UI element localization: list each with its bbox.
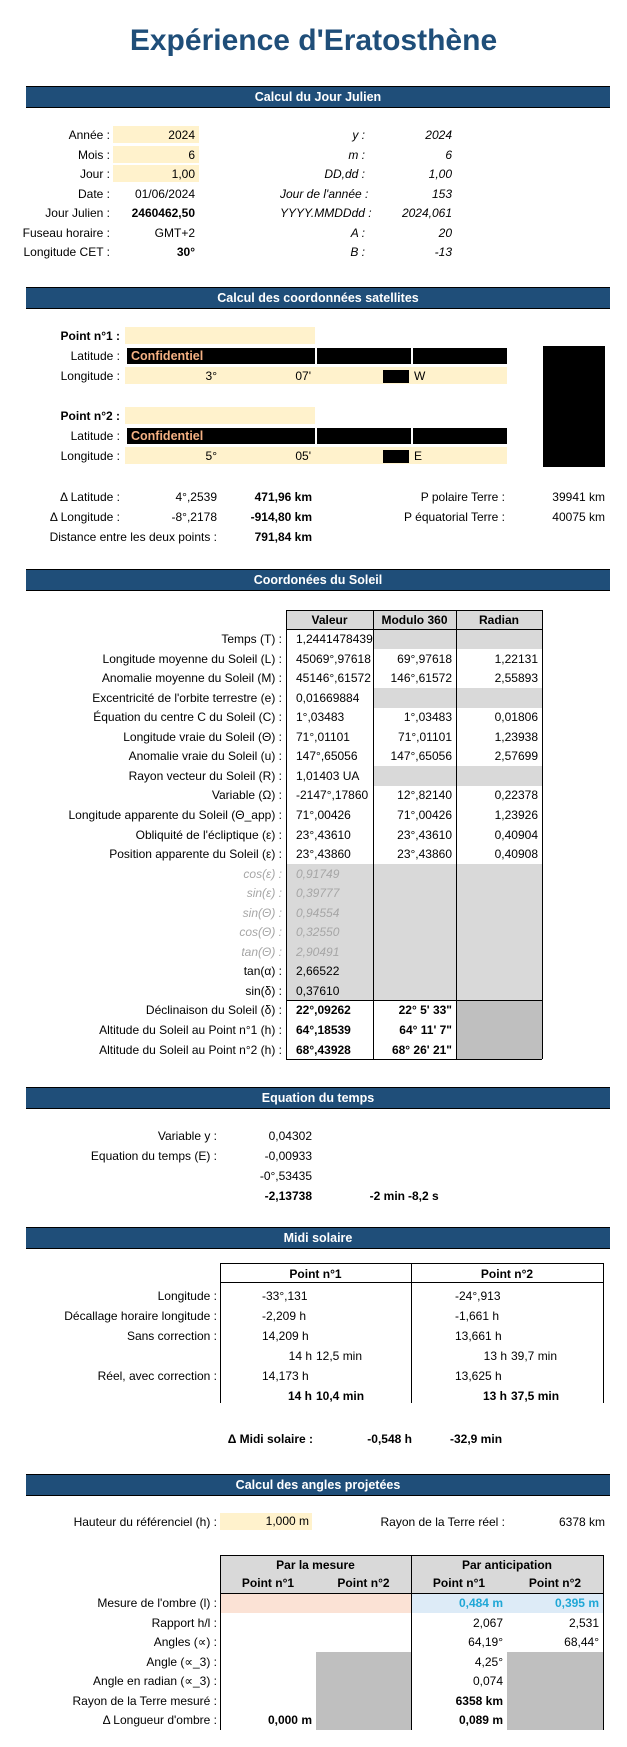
angles-border xyxy=(603,1555,604,1730)
sun-row-label: Position apparente du Soleil (ε) : xyxy=(109,847,282,862)
julian-value: GMT+2 xyxy=(154,225,195,240)
angles-value: 68,44° xyxy=(564,1635,599,1649)
noon-sans1: 14,209 h xyxy=(262,1329,309,1343)
point1-lat-label: Latitude : xyxy=(70,349,120,363)
pequatorial-value: 40075 km xyxy=(552,510,605,524)
distance-label: Distance entre les deux points : xyxy=(49,530,217,544)
eqtime-eq-value: -0,00933 xyxy=(264,1149,312,1163)
sun-row-label: Longitude apparente du Soleil (Θ_app) : xyxy=(68,807,282,822)
noon-sans2-h: 13 h xyxy=(483,1349,507,1363)
julian-calc-label: m : xyxy=(348,147,365,162)
dlon-km: -914,80 km xyxy=(250,510,312,524)
sun-row-label: sin(δ) : xyxy=(245,983,282,998)
sun-row-label: Obliquité de l'écliptique (ε) : xyxy=(135,827,282,842)
sun-radian: 2,55893 xyxy=(494,671,538,686)
redacted-block xyxy=(317,348,411,364)
angles-gray-block xyxy=(507,1652,603,1730)
julian-calc-value: -13 xyxy=(434,245,452,259)
julian-calc-value: 20 xyxy=(438,225,452,240)
sun-cell-gray xyxy=(456,961,542,981)
sun-value: 71°,01101 xyxy=(296,729,350,744)
sun-border xyxy=(286,1059,542,1060)
noon-delta-label: Δ Midi solaire : xyxy=(227,1432,313,1446)
julian-calc-label: DD,dd : xyxy=(324,167,365,181)
angles-border xyxy=(220,1555,221,1730)
sun-modulo: 69°,97618 xyxy=(397,651,452,666)
angles-col-header: Point n°1 xyxy=(241,1576,295,1590)
sun-modulo: 1°,03483 xyxy=(403,710,452,725)
sun-cell-gray xyxy=(456,688,542,708)
sun-cell-gray xyxy=(456,864,542,884)
redacted-block xyxy=(383,370,409,383)
sun-value: 1,01403 UA xyxy=(296,768,360,783)
eqtime-deg-value: -0°,53435 xyxy=(259,1169,312,1183)
section-header-angles: Calcul des angles projetées xyxy=(26,1474,610,1496)
noon-reel1: 14,173 h xyxy=(262,1369,309,1383)
point1-lon-dir: W xyxy=(414,369,426,383)
sun-radian: 0,40908 xyxy=(494,847,538,862)
point2-lat-label: Latitude : xyxy=(70,429,120,443)
page-title: Expérience d'Eratosthène xyxy=(129,24,498,57)
sun-value: 45069°,97618 xyxy=(296,651,371,666)
angles-group-mesure: Par la mesure xyxy=(276,1558,355,1572)
section-header-eqtime: Equation du temps xyxy=(26,1087,610,1109)
sun-modulo: 147°,65056 xyxy=(390,749,452,764)
redacted-image xyxy=(543,346,605,467)
sun-radian: 2,57699 xyxy=(494,749,538,764)
angles-value: 6358 km xyxy=(455,1693,503,1708)
julian-value: 2460462,50 xyxy=(131,206,195,220)
sun-cell-gray xyxy=(373,981,456,1001)
sun-row-label: Excentricité de l'orbite terrestre (e) : xyxy=(92,690,282,705)
noon-sans1-h: 14 h xyxy=(288,1349,312,1363)
sun-cell-gray xyxy=(456,903,542,923)
angles-row-label: Angle (∝_3) : xyxy=(146,1654,217,1669)
section-header-satellites: Calcul des coordonnées satellites xyxy=(26,287,610,309)
angles-col-header: Point n°1 xyxy=(432,1576,486,1590)
redacted-block xyxy=(317,428,411,444)
julian-calc-value: 6 xyxy=(445,147,452,162)
sun-radian: 1,23926 xyxy=(494,807,538,822)
sun-cell-gray xyxy=(373,903,456,923)
sun-row-label: sin(ε) : xyxy=(246,886,282,901)
julian-value: 30° xyxy=(176,245,195,259)
angles-value: 0,484 m xyxy=(458,1596,503,1610)
noon-reel2-min: 37,5 min xyxy=(511,1389,560,1403)
sun-modulo: 68° 26' 21" xyxy=(391,1042,452,1057)
point1-label: Point n°1 : xyxy=(60,329,120,343)
shadow-measure-input[interactable] xyxy=(220,1593,411,1613)
sun-value: -2147°,17860 xyxy=(296,788,369,803)
angles-value: 0,000 m xyxy=(267,1713,312,1727)
sun-modulo: 146°,61572 xyxy=(390,671,452,686)
noon-col-point1: Point n°1 xyxy=(289,1267,342,1281)
angles-row-label: Angle en radian (∝_3) : xyxy=(93,1674,217,1688)
julian-label: Mois : xyxy=(77,147,110,162)
sun-radian: 0,01806 xyxy=(494,710,538,725)
julian-calc-value: 153 xyxy=(431,186,452,201)
noon-dec1: -2,209 h xyxy=(262,1309,307,1323)
sun-cell-gray xyxy=(456,942,542,962)
noon-reel1-h: 14 h xyxy=(287,1389,312,1403)
sun-cell-gray xyxy=(373,883,456,903)
sun-cell-gray xyxy=(373,688,456,708)
sun-modulo: 23°,43610 xyxy=(397,827,452,842)
angles-col-header: Point n°2 xyxy=(528,1576,582,1590)
noon-lon2: -24°,913 xyxy=(455,1289,501,1303)
sun-value: 1,2441478439 xyxy=(296,632,373,646)
eqtime-min-value: -2,13738 xyxy=(264,1189,312,1203)
sun-cell-gray xyxy=(373,961,456,981)
sun-cell-gray xyxy=(456,766,542,786)
julian-calc-value: 2024 xyxy=(425,128,452,142)
sun-radian: 0,40904 xyxy=(494,827,538,842)
sun-col-header: Radian xyxy=(478,613,519,627)
julian-label: Date : xyxy=(77,186,110,201)
sun-row-label: cos(ε) : xyxy=(243,866,282,881)
ppolar-label: P polaire Terre : xyxy=(420,490,505,504)
angles-value: 0,074 xyxy=(472,1674,503,1688)
sun-value: 71°,00426 xyxy=(296,807,351,822)
noon-col-point2: Point n°2 xyxy=(480,1267,534,1281)
sun-cell-gray xyxy=(456,629,542,649)
angles-group-anticipation: Par anticipation xyxy=(461,1558,553,1572)
eqtime-var-label: Variable y : xyxy=(157,1129,217,1143)
section-header-julian: Calcul du Jour Julien xyxy=(26,86,610,108)
sun-border xyxy=(286,610,287,1059)
point1-name-field[interactable] xyxy=(125,327,315,344)
pequatorial-label: P équatorial Terre : xyxy=(404,510,505,524)
sun-row-label: Déclinaison du Soleil (δ) : xyxy=(145,1003,282,1018)
angles-row-label: Angles (∝) : xyxy=(153,1635,217,1649)
julian-value: 01/06/2024 xyxy=(134,186,195,201)
angles-value: 0,395 m xyxy=(554,1596,599,1610)
sun-value: 0,01669884 xyxy=(296,690,360,705)
noon-reel1-min: 10,4 min xyxy=(316,1389,365,1403)
noon-reel-label: Réel, avec correction : xyxy=(97,1369,217,1383)
julian-label: Fuseau horaire : xyxy=(22,225,110,240)
redacted-block xyxy=(220,428,315,444)
angles-value: 2,531 xyxy=(568,1615,599,1630)
sun-value: 1°,03483 xyxy=(296,710,345,725)
julian-calc-label: B : xyxy=(350,245,365,259)
point1-lat-confidential: Confidentiel xyxy=(127,348,221,364)
noon-sans2-min: 39,7 min xyxy=(511,1349,558,1363)
sun-cell-gray xyxy=(456,1000,542,1020)
sun-cell-gray xyxy=(373,629,456,649)
sun-cell-gray xyxy=(456,1020,542,1040)
eqtime-eq-label: Equation du temps (E) : xyxy=(90,1149,217,1163)
sun-cell-gray xyxy=(456,883,542,903)
sun-cell-gray xyxy=(456,922,542,942)
point2-label: Point n°2 : xyxy=(60,409,120,423)
sun-col-header: Modulo 360 xyxy=(381,613,448,627)
angles-gray-block xyxy=(316,1652,411,1730)
julian-value: 2024 xyxy=(168,128,195,142)
sun-modulo: 12°,82140 xyxy=(397,788,452,803)
julian-label: Longitude CET : xyxy=(23,245,110,259)
sun-row-label: Rayon vecteur du Soleil (R) : xyxy=(128,768,282,783)
redacted-block xyxy=(220,348,315,364)
sun-row-label: Anomalie vraie du Soleil (u) : xyxy=(128,749,282,764)
noon-sans-label: Sans correction : xyxy=(126,1329,217,1343)
rayon-value: 6378 km xyxy=(558,1515,605,1529)
noon-delta-min: -32,9 min xyxy=(450,1432,503,1446)
julian-value: 1,00 xyxy=(171,167,195,181)
eqtime-var-value: 0,04302 xyxy=(268,1129,312,1143)
point2-lon-min: 05' xyxy=(295,449,311,463)
point2-name-field[interactable] xyxy=(125,407,315,424)
sun-cell-gray xyxy=(373,942,456,962)
sun-row-label: Variable (Ω) : xyxy=(211,788,282,803)
sun-cell-gray xyxy=(456,1040,542,1060)
sun-row-label: Anomalie moyenne du Soleil (M) : xyxy=(101,671,282,686)
rayon-label: Rayon de la Terre réel : xyxy=(380,1515,505,1529)
eqtime-seconds: -8,2 s xyxy=(408,1189,439,1203)
julian-calc-value: 1,00 xyxy=(428,167,452,181)
angles-row-label: Δ Longueur d'ombre : xyxy=(102,1713,217,1727)
noon-delta-h: -0,548 h xyxy=(367,1432,412,1446)
section-header-sun: Coordonées du Soleil xyxy=(26,569,610,591)
julian-calc-value: 2024,061 xyxy=(401,206,452,220)
julian-label: Jour : xyxy=(79,167,110,181)
sun-row-label: cos(Θ) : xyxy=(239,925,282,940)
angles-value: 0,089 m xyxy=(458,1713,503,1727)
sun-row-label: Altitude du Soleil au Point n°1 (h) : xyxy=(99,1023,282,1037)
sun-value: 2,90491 xyxy=(296,944,340,959)
sun-value: 0,32550 xyxy=(296,925,340,940)
sun-value: 0,39777 xyxy=(296,886,340,901)
sun-row-label: tan(Θ) : xyxy=(241,944,282,959)
noon-sans2: 13,661 h xyxy=(455,1329,502,1343)
noon-lon1: -33°,131 xyxy=(262,1289,308,1303)
sun-value: 23°,43860 xyxy=(296,847,351,862)
sun-border xyxy=(373,610,374,1059)
sun-value: 0,37610 xyxy=(296,983,340,998)
julian-value: 6 xyxy=(188,147,195,162)
dlon-label: Δ Longitude : xyxy=(49,510,120,524)
sun-row-label: Longitude vraie du Soleil (Θ) : xyxy=(123,729,282,744)
angles-value: 2,067 xyxy=(472,1615,503,1630)
sun-value: 23°,43610 xyxy=(296,827,351,842)
point1-lon-deg: 3° xyxy=(205,369,217,383)
dlat-deg: 4°,2539 xyxy=(175,490,217,504)
sun-cell-gray xyxy=(373,864,456,884)
angles-value: 4,25° xyxy=(474,1654,503,1669)
sun-value: 68°,43928 xyxy=(296,1042,351,1057)
redacted-block xyxy=(413,348,507,364)
redacted-block xyxy=(413,428,507,444)
sun-border xyxy=(286,610,542,611)
noon-dec-label: Décallage horaire longitude : xyxy=(64,1309,217,1323)
point2-lon-dir: E xyxy=(414,449,423,463)
sun-cell-gray xyxy=(456,981,542,1001)
julian-calc-label: y : xyxy=(352,128,365,142)
angles-row-label: Rapport h/l : xyxy=(151,1615,217,1630)
sun-modulo: 71°,01101 xyxy=(398,729,452,744)
noon-lon-label: Longitude : xyxy=(157,1289,217,1303)
sun-radian: 1,22131 xyxy=(494,651,538,666)
angles-col-header: Point n°2 xyxy=(337,1576,390,1590)
sun-modulo: 71°,00426 xyxy=(397,807,452,822)
angles-row-label: Mesure de l'ombre (l) : xyxy=(97,1596,217,1610)
section-header-noon: Midi solaire xyxy=(26,1227,610,1249)
sun-cell-gray xyxy=(373,766,456,786)
julian-label: Année : xyxy=(68,128,110,142)
point1-lon-label: Longitude : xyxy=(60,369,120,383)
noon-reel2: 13,625 h xyxy=(455,1369,502,1383)
julian-calc-label: YYYY.MMDDdd : xyxy=(280,206,372,220)
julian-calc-label: Jour de l'année : xyxy=(280,186,369,201)
sun-radian: 1,23938 xyxy=(494,729,538,744)
dlat-km: 471,96 km xyxy=(254,490,312,504)
point2-lon-label: Longitude : xyxy=(60,449,120,463)
sun-row-label: sin(Θ) : xyxy=(242,905,282,920)
sun-value: 0,91749 xyxy=(296,866,340,881)
noon-dec2: -1,661 h xyxy=(455,1309,500,1323)
point2-lat-confidential: Confidentiel xyxy=(127,428,221,444)
sun-value: 22°,09262 xyxy=(296,1003,351,1018)
sun-value: 2,66522 xyxy=(296,964,340,979)
dlon-deg: -8°,2178 xyxy=(171,510,217,524)
angles-row-label: Rayon de la Terre mesuré : xyxy=(72,1693,217,1708)
ppolar-value: 39941 km xyxy=(552,490,605,504)
sun-value: 45146°,61572 xyxy=(296,671,371,686)
sun-row-label: Équation du centre C du Soleil (C) : xyxy=(93,710,282,725)
angles-value: 64,19° xyxy=(468,1635,503,1649)
julian-label: Jour Julien : xyxy=(45,206,110,220)
dlat-label: Δ Latitude : xyxy=(59,490,120,504)
julian-calc-label: A : xyxy=(350,225,365,240)
sun-cell-gray xyxy=(373,922,456,942)
sun-modulo: 22° 5' 33" xyxy=(398,1003,452,1018)
href-input[interactable]: 1,000 m xyxy=(220,1513,312,1530)
sun-value: 147°,65056 xyxy=(296,749,358,764)
sun-row-label: Longitude moyenne du Soleil (L) : xyxy=(102,651,282,666)
sun-row-label: tan(α) : xyxy=(243,964,282,979)
sun-row-label: Temps (T) : xyxy=(221,632,282,646)
noon-reel2-h: 13 h xyxy=(482,1389,507,1403)
sun-modulo: 23°,43860 xyxy=(397,847,452,862)
sun-border xyxy=(286,1000,542,1001)
sun-row-label: Altitude du Soleil au Point n°2 (h) : xyxy=(99,1042,282,1057)
sun-border xyxy=(542,610,543,1059)
sun-value: 64°,18539 xyxy=(296,1023,351,1037)
sun-border xyxy=(286,629,542,630)
redacted-block xyxy=(383,450,409,463)
sun-value: 0,94554 xyxy=(296,905,340,920)
point1-lon-min: 07' xyxy=(295,369,311,383)
distance-km: 791,84 km xyxy=(254,530,312,544)
eqtime-minutes: -2 min xyxy=(369,1189,405,1203)
href-label: Hauteur du référenciel (h) : xyxy=(73,1515,217,1529)
noon-sans1-min: 12,5 min xyxy=(316,1349,363,1363)
sun-modulo: 64° 11' 7" xyxy=(399,1023,452,1037)
sun-col-header: Valeur xyxy=(311,613,348,627)
point2-lon-deg: 5° xyxy=(205,449,217,463)
angles-border xyxy=(411,1555,412,1730)
sun-radian: 0,22378 xyxy=(494,788,538,803)
sun-border xyxy=(456,610,457,1059)
